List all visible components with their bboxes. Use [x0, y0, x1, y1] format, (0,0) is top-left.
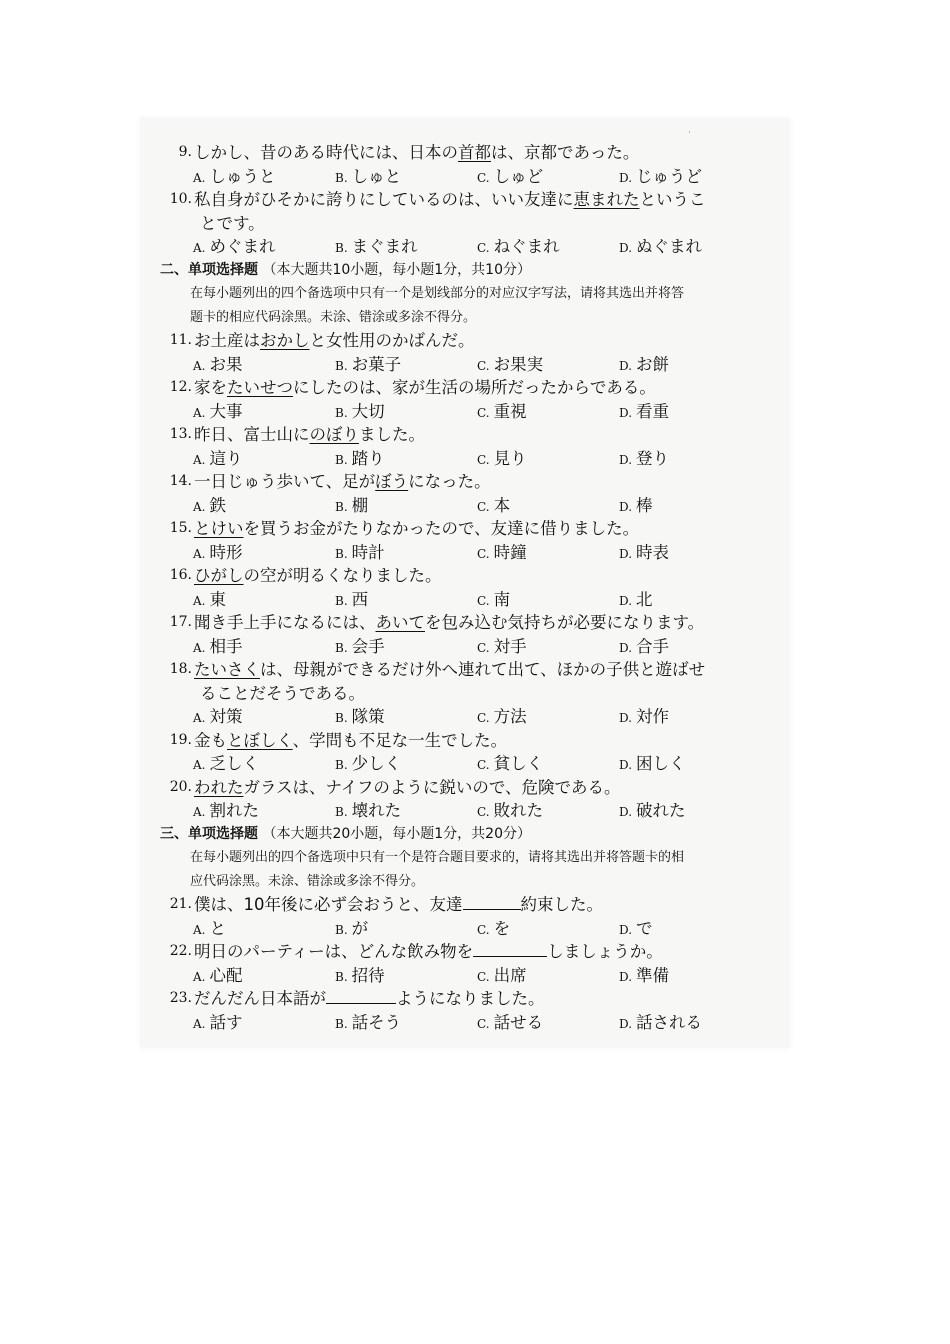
option-letter: A. [193, 241, 206, 255]
section-2-header [160, 259, 780, 283]
question-12 [160, 376, 780, 400]
answer-blank[interactable] [473, 940, 547, 957]
text-post: の空が明るくなりました。 [243, 566, 442, 585]
text-post: しましょうか。 [547, 942, 663, 961]
option-text: めぐまれ [209, 237, 276, 256]
option-letter: B. [335, 170, 348, 185]
option-text: 話そう [351, 1012, 402, 1032]
option-text: 話す [209, 1012, 243, 1032]
option-letter: D. [619, 969, 633, 984]
option-letter: B. [335, 593, 348, 608]
option-d[interactable] [619, 917, 653, 943]
option-letter: A. [193, 711, 206, 725]
option-letter: C. [477, 241, 490, 255]
question-number: 9. [178, 144, 192, 160]
option-letter: B. [335, 805, 348, 819]
option-d[interactable] [619, 705, 669, 731]
option-letter: B. [335, 546, 348, 561]
scan-speck: · [688, 128, 691, 138]
underlined-word: ぼう [375, 472, 409, 491]
section-detail: （本大题共10小题，每小题1分，共10分） [262, 261, 531, 278]
option-c[interactable] [477, 705, 527, 731]
option-letter: B. [335, 922, 348, 937]
question-18 [160, 658, 780, 682]
option-letter: B. [335, 499, 348, 514]
underlined-word: われた [194, 777, 244, 797]
text-post: は、京都であった。 [491, 143, 640, 162]
text-pre: 昨日、富士山に [194, 425, 310, 444]
underlined-word: のぼり [309, 425, 359, 444]
option-letter: B. [335, 452, 348, 467]
option-c[interactable] [477, 635, 527, 661]
option-text: 貧しく [493, 754, 544, 773]
text-post: ようになりました。 [396, 989, 545, 1008]
options-20 [160, 799, 780, 823]
options-16 [160, 588, 780, 612]
question-text [194, 729, 780, 753]
option-text: 心配 [209, 965, 243, 985]
option-c[interactable] [477, 353, 543, 379]
option-letter: D. [619, 499, 633, 514]
option-text: まぐまれ [351, 237, 418, 256]
option-text: 隊策 [351, 707, 385, 726]
option-text: 相手 [209, 636, 243, 656]
underlined-word: ひがし [194, 566, 244, 585]
option-letter: B. [335, 758, 348, 772]
option-c[interactable] [477, 494, 510, 520]
text-pre: 私自身がひそかに誇りにしているのは、いい友達に [194, 190, 574, 209]
text-pre: 金も [194, 730, 227, 750]
option-c[interactable] [477, 799, 543, 825]
option-letter: A. [193, 170, 206, 185]
question-number: 11. [169, 332, 192, 348]
option-b[interactable] [335, 964, 385, 990]
option-letter: D. [619, 546, 633, 561]
option-text: 合手 [636, 636, 670, 656]
option-a[interactable] [193, 400, 242, 426]
text-pre: 家を [194, 378, 227, 397]
option-d[interactable] [619, 588, 653, 614]
option-text: 見り [493, 448, 527, 468]
option-letter: A. [193, 1016, 206, 1031]
text-post: を買うお金がたりなかったので、友達に借りました。 [243, 519, 640, 538]
option-b[interactable] [335, 235, 418, 261]
section-2-instruction-1: 在每小题列出的四个备选项中只有一个是划线部分的对应汉字写法，请将其选出并将答 [190, 286, 685, 301]
underlined-word: おかし [260, 331, 310, 350]
question-text [194, 423, 780, 447]
option-letter: C. [477, 405, 490, 420]
options-23 [160, 1011, 780, 1035]
option-d[interactable] [619, 541, 669, 567]
text-pre: しかし、昔のある時代には、日本の [194, 143, 458, 162]
question-text [194, 329, 780, 353]
question-10 [160, 188, 780, 212]
option-letter: C. [477, 452, 490, 467]
option-letter: A. [193, 499, 206, 514]
option-letter: D. [619, 640, 633, 655]
option-text: 困しく [636, 754, 686, 773]
option-a[interactable] [193, 964, 242, 990]
option-letter: D. [619, 922, 633, 937]
options-10 [160, 235, 780, 259]
option-text: 乏しく [209, 754, 259, 773]
option-letter: C. [477, 170, 490, 185]
option-text: 登り [636, 448, 670, 468]
question-text [194, 987, 780, 1011]
option-a[interactable] [193, 917, 226, 943]
option-a[interactable] [193, 165, 275, 191]
option-b[interactable] [335, 353, 401, 379]
option-c[interactable] [477, 400, 527, 426]
option-letter: C. [477, 758, 490, 772]
option-a[interactable] [193, 635, 242, 661]
question-text [194, 940, 780, 964]
option-letter: A. [193, 805, 206, 819]
question-17 [160, 611, 780, 635]
option-letter: C. [477, 969, 490, 984]
question-16 [160, 564, 780, 588]
options-14 [160, 494, 780, 518]
option-text: 西 [351, 589, 369, 609]
option-text: 少しく [351, 754, 402, 773]
option-letter: D. [619, 358, 633, 373]
question-13 [160, 423, 780, 447]
option-b[interactable] [335, 635, 385, 661]
options-9 [160, 165, 780, 189]
text-post: と女性用のかばんだ。 [309, 331, 475, 350]
option-text: 這り [209, 448, 243, 468]
option-b[interactable] [335, 447, 385, 473]
option-text: お菓子 [351, 354, 402, 374]
option-text: で [636, 918, 653, 938]
option-text: 本 [493, 495, 511, 515]
options-15 [160, 541, 780, 565]
text-pre: 明日のパーティーは、どんな飲み物を [194, 942, 474, 961]
question-text [194, 776, 780, 800]
underlined-word: あいて [375, 613, 425, 632]
option-letter: D. [619, 170, 633, 185]
option-text: を [493, 918, 511, 938]
option-text: 出席 [493, 965, 527, 985]
option-a[interactable] [193, 1011, 242, 1037]
option-d[interactable] [619, 799, 686, 825]
text-pre: 聞き手上手になるには、 [194, 613, 376, 632]
text-post: 、学問も不足な一生でした。 [292, 730, 508, 750]
section-3-instruction-2: 应代码涂黑。未涂、错涂或多涂不得分。 [190, 873, 425, 889]
option-letter: A. [193, 358, 206, 373]
option-letter: B. [335, 358, 348, 373]
option-b[interactable] [335, 588, 368, 614]
option-text: 時計 [351, 542, 385, 562]
text-post: というこ [639, 190, 706, 209]
option-b[interactable] [335, 1011, 401, 1037]
section-3-header [160, 823, 780, 847]
question-number: 23. [169, 990, 192, 1006]
option-letter: D. [619, 241, 633, 255]
option-d[interactable] [619, 447, 669, 473]
option-letter: B. [335, 241, 348, 255]
option-text: 棚 [351, 495, 369, 515]
section-2-instruction-2: 题卡的相应代码涂黑。未涂、错涂或多涂不得分。 [190, 309, 477, 325]
question-text [194, 658, 780, 682]
option-text: と [209, 918, 226, 938]
question-23 [160, 987, 780, 1011]
option-d[interactable] [619, 964, 669, 990]
option-letter: A. [193, 405, 206, 420]
option-letter: A. [193, 758, 206, 772]
option-text: 壊れた [351, 801, 402, 820]
option-b[interactable] [335, 752, 401, 778]
option-letter: D. [619, 405, 633, 420]
option-c[interactable] [477, 964, 527, 990]
option-a[interactable] [193, 494, 226, 520]
option-text: 時形 [209, 542, 243, 562]
question-text [194, 376, 780, 400]
question-21 [160, 893, 780, 917]
option-c[interactable] [477, 165, 543, 191]
option-letter: C. [477, 711, 490, 725]
question-text [194, 564, 780, 588]
question-text [194, 517, 780, 541]
option-a[interactable] [193, 353, 242, 379]
option-letter: B. [335, 969, 348, 984]
option-text: じゅうど [636, 166, 703, 186]
option-text: お果 [209, 354, 243, 374]
option-d[interactable] [619, 400, 669, 426]
section-3-instruction-1: 在每小题列出的四个备选项中只有一个是符合题目要求的，请将其选出并将答题卡的相 [190, 850, 685, 865]
option-c[interactable] [477, 447, 527, 473]
option-letter: A. [193, 922, 206, 937]
option-text: 会手 [351, 636, 385, 656]
option-c[interactable] [477, 588, 510, 614]
options-12 [160, 400, 780, 424]
question-number: 10. [169, 191, 192, 207]
option-text: しゅと [351, 166, 402, 186]
text-post: ガラスは、ナイフのように鋭いので、危険である。 [243, 777, 621, 797]
options-11 [160, 353, 780, 377]
option-text: 方法 [493, 707, 527, 726]
question-20 [160, 776, 780, 800]
option-text: が [351, 918, 369, 938]
question-text [194, 141, 780, 165]
option-b[interactable] [335, 917, 368, 943]
option-d[interactable] [619, 353, 669, 379]
question-number: 13. [169, 426, 192, 442]
underlined-word: とぼしく [227, 730, 293, 750]
option-text: 踏り [351, 448, 385, 468]
text-post: を包み込む気持ちが必要になります。 [425, 613, 705, 632]
option-text: 重視 [493, 401, 527, 421]
section-title: 三、单项选择题 [160, 825, 258, 842]
option-d[interactable] [619, 165, 702, 191]
option-text: ねぐまれ [493, 237, 560, 256]
options-22 [160, 964, 780, 988]
option-letter: D. [619, 593, 633, 608]
option-d[interactable] [619, 635, 669, 661]
underlined-word: たいさく [194, 660, 260, 679]
option-text: 北 [636, 589, 653, 609]
option-letter: D. [619, 452, 633, 467]
option-b[interactable] [335, 799, 401, 825]
option-a[interactable] [193, 588, 226, 614]
options-13 [160, 447, 780, 471]
option-text: 準備 [636, 965, 670, 985]
option-letter: D. [619, 805, 633, 819]
question-number: 20. [169, 778, 192, 795]
option-letter: A. [193, 452, 206, 467]
option-text: 南 [493, 589, 511, 609]
option-letter: A. [193, 969, 206, 984]
text-pre: だんだん日本語が [194, 989, 326, 1008]
question-number: 14. [169, 473, 192, 489]
question-text [194, 893, 780, 917]
text-post: になった。 [408, 472, 491, 491]
question-number: 17. [169, 614, 192, 630]
question-text-continued: ることだそうである。 [200, 683, 365, 703]
option-text: 時鐘 [493, 542, 527, 562]
option-text: 時表 [636, 542, 670, 562]
question-15 [160, 517, 780, 541]
answer-blank[interactable] [326, 987, 396, 1004]
option-d[interactable] [619, 752, 686, 778]
option-c[interactable] [477, 917, 510, 943]
text-post: にしたのは、家が生活の場所だったからである。 [293, 378, 656, 397]
options-19 [160, 752, 780, 776]
option-d[interactable] [619, 1011, 702, 1037]
option-c[interactable] [477, 541, 527, 567]
question-list [160, 141, 780, 1034]
option-letter: D. [619, 1016, 633, 1031]
option-text: しゅど [493, 166, 544, 186]
option-c[interactable] [477, 1011, 543, 1037]
underlined-word: 首都 [458, 143, 491, 162]
text-post: 約束した。 [520, 895, 603, 914]
option-text: しゅうと [209, 166, 276, 186]
option-text: 招待 [351, 965, 385, 985]
question-19 [160, 729, 780, 753]
section-title: 二、单项选择题 [160, 261, 258, 278]
question-number: 16. [169, 567, 192, 583]
option-a[interactable] [193, 799, 259, 825]
option-text: 看重 [636, 401, 670, 421]
option-letter: B. [335, 711, 348, 725]
option-a[interactable] [193, 447, 242, 473]
option-a[interactable] [193, 235, 275, 261]
question-22 [160, 940, 780, 964]
option-d[interactable] [619, 235, 702, 261]
option-text: ぬぐまれ [636, 237, 703, 256]
question-text [194, 188, 780, 212]
text-post: は、母親ができるだけ外へ連れて出て、ほかの子供と遊ばせ [260, 660, 706, 679]
text-pre: お土産は [194, 331, 260, 350]
option-b[interactable] [335, 705, 385, 731]
option-b[interactable] [335, 494, 368, 520]
question-number: 19. [169, 731, 192, 748]
option-a[interactable] [193, 541, 242, 567]
option-c[interactable] [477, 752, 543, 778]
question-number: 18. [169, 661, 192, 677]
option-letter: C. [477, 499, 490, 514]
option-letter: C. [477, 1016, 490, 1031]
underlined-word: たいせつ [227, 378, 293, 397]
question-number: 22. [169, 943, 192, 959]
option-letter: D. [619, 711, 633, 725]
question-text-continued: とです。 [200, 213, 265, 233]
option-letter: C. [477, 805, 490, 819]
question-text [194, 470, 780, 494]
option-text: 対作 [636, 707, 670, 726]
option-letter: C. [477, 546, 490, 561]
option-text: 敗れた [493, 801, 544, 820]
option-letter: B. [335, 1016, 348, 1031]
option-b[interactable] [335, 165, 401, 191]
option-letter: A. [193, 546, 206, 561]
options-21 [160, 917, 780, 941]
option-text: 東 [209, 589, 226, 609]
option-text: 破れた [636, 801, 686, 820]
option-a[interactable] [193, 752, 259, 778]
option-text: 棒 [636, 495, 653, 515]
option-b[interactable] [335, 541, 385, 567]
option-text: 話される [636, 1012, 703, 1032]
option-letter: B. [335, 405, 348, 420]
question-text [194, 611, 780, 635]
text-pre: 僕は、10年後に必ず会おうと、友達 [194, 895, 463, 914]
option-text: お果実 [493, 354, 544, 374]
option-text: 話せる [493, 1012, 544, 1032]
option-letter: B. [335, 640, 348, 655]
option-a[interactable] [193, 705, 242, 731]
text-post: ました。 [359, 425, 425, 444]
question-number: 12. [169, 379, 192, 395]
question-number: 21. [169, 896, 192, 912]
option-letter: D. [619, 758, 633, 772]
section-detail: （本大题共20小题，每小题1分，共20分） [262, 825, 531, 842]
option-text: 対策 [209, 707, 243, 726]
option-text: 大事 [209, 401, 243, 421]
option-text: お餅 [636, 354, 670, 374]
option-text: 対手 [493, 636, 527, 656]
option-c[interactable] [477, 235, 560, 261]
answer-blank[interactable] [463, 893, 521, 910]
question-number: 15. [169, 520, 192, 536]
text-pre: 一日じゅう歩いて、足が [194, 472, 376, 491]
option-b[interactable] [335, 400, 385, 426]
option-text: 大切 [351, 401, 385, 421]
option-letter: C. [477, 922, 490, 937]
underlined-word: とけい [194, 519, 244, 538]
option-letter: C. [477, 593, 490, 608]
option-letter: C. [477, 358, 490, 373]
question-14 [160, 470, 780, 494]
option-letter: A. [193, 593, 206, 608]
option-letter: A. [193, 640, 206, 655]
question-9 [160, 141, 780, 165]
option-text: 鉄 [209, 495, 226, 515]
question-11 [160, 329, 780, 353]
option-text: 割れた [209, 801, 259, 820]
options-18 [160, 705, 780, 729]
option-letter: C. [477, 640, 490, 655]
underlined-word: 恵まれた [573, 190, 640, 209]
options-17 [160, 635, 780, 659]
option-d[interactable] [619, 494, 653, 520]
